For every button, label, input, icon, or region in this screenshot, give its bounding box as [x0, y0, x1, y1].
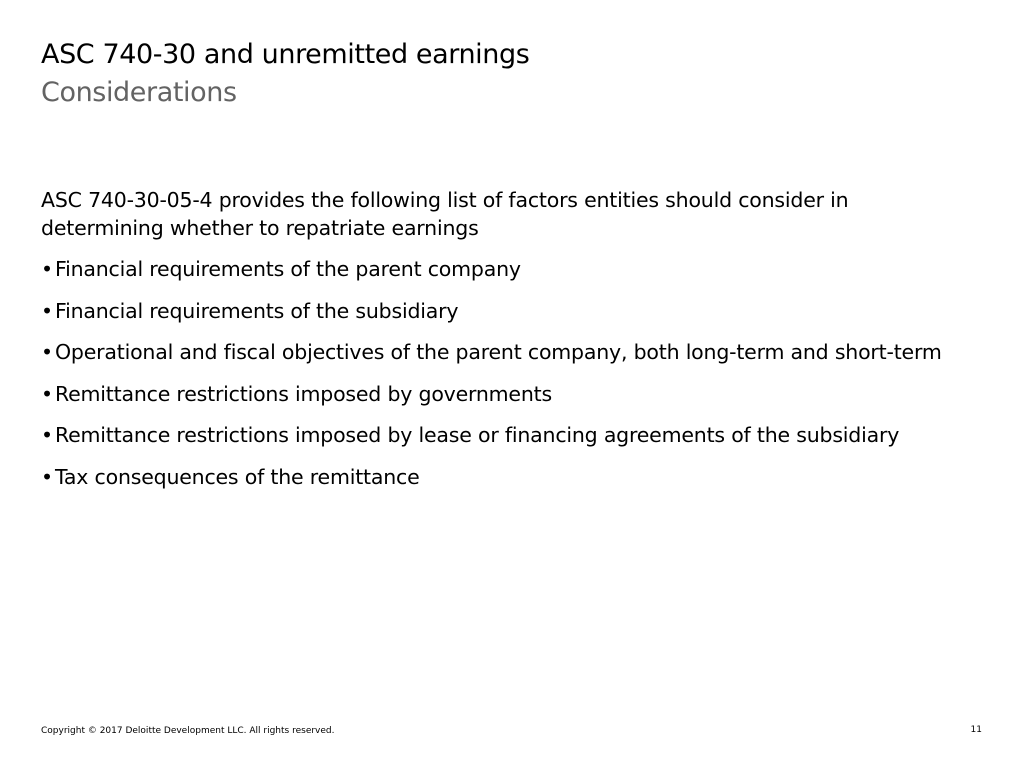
factor-text: Tax consequences of the remittance	[55, 464, 420, 489]
factor-list-item	[41, 464, 961, 492]
factor-list	[41, 256, 961, 491]
bullet-icon: •	[41, 340, 53, 364]
factor-list-item	[41, 381, 961, 409]
intro-paragraph: ASC 740-30-05-4 provides the following list of factors entities should consider in determining whether to repatriate earnings	[41, 188, 849, 240]
bullet-icon: •	[41, 298, 53, 323]
factor-text: Remittance restrictions imposed by lease or financing agreements of the subsidiary	[55, 423, 900, 447]
bullet-icon: •	[41, 464, 53, 489]
factor-text: Remittance restrictions imposed by governments	[55, 381, 552, 406]
slide-title: ASC 740-30 and unremitted earnings	[41, 39, 530, 70]
factor-text: Operational and fiscal objectives of the parent company, both long-term and short-term	[55, 340, 942, 364]
factor-list-item	[41, 298, 961, 326]
factor-list-item	[41, 256, 961, 284]
bullet-icon: •	[41, 257, 53, 281]
copyright-notice: Copyright © 2017 Deloitte Development LLC. All rights reserved.	[41, 726, 335, 736]
slide-body	[41, 187, 961, 505]
factor-list-item	[41, 339, 961, 367]
factor-list-item	[41, 422, 961, 450]
bullet-icon: •	[41, 423, 53, 447]
factor-text: Financial requirements of the parent company	[55, 257, 521, 281]
bullet-icon: •	[41, 381, 53, 406]
page-number: 11	[970, 725, 982, 735]
factor-text: Financial requirements of the subsidiary	[55, 298, 459, 323]
slide-subtitle: Considerations	[41, 77, 237, 108]
